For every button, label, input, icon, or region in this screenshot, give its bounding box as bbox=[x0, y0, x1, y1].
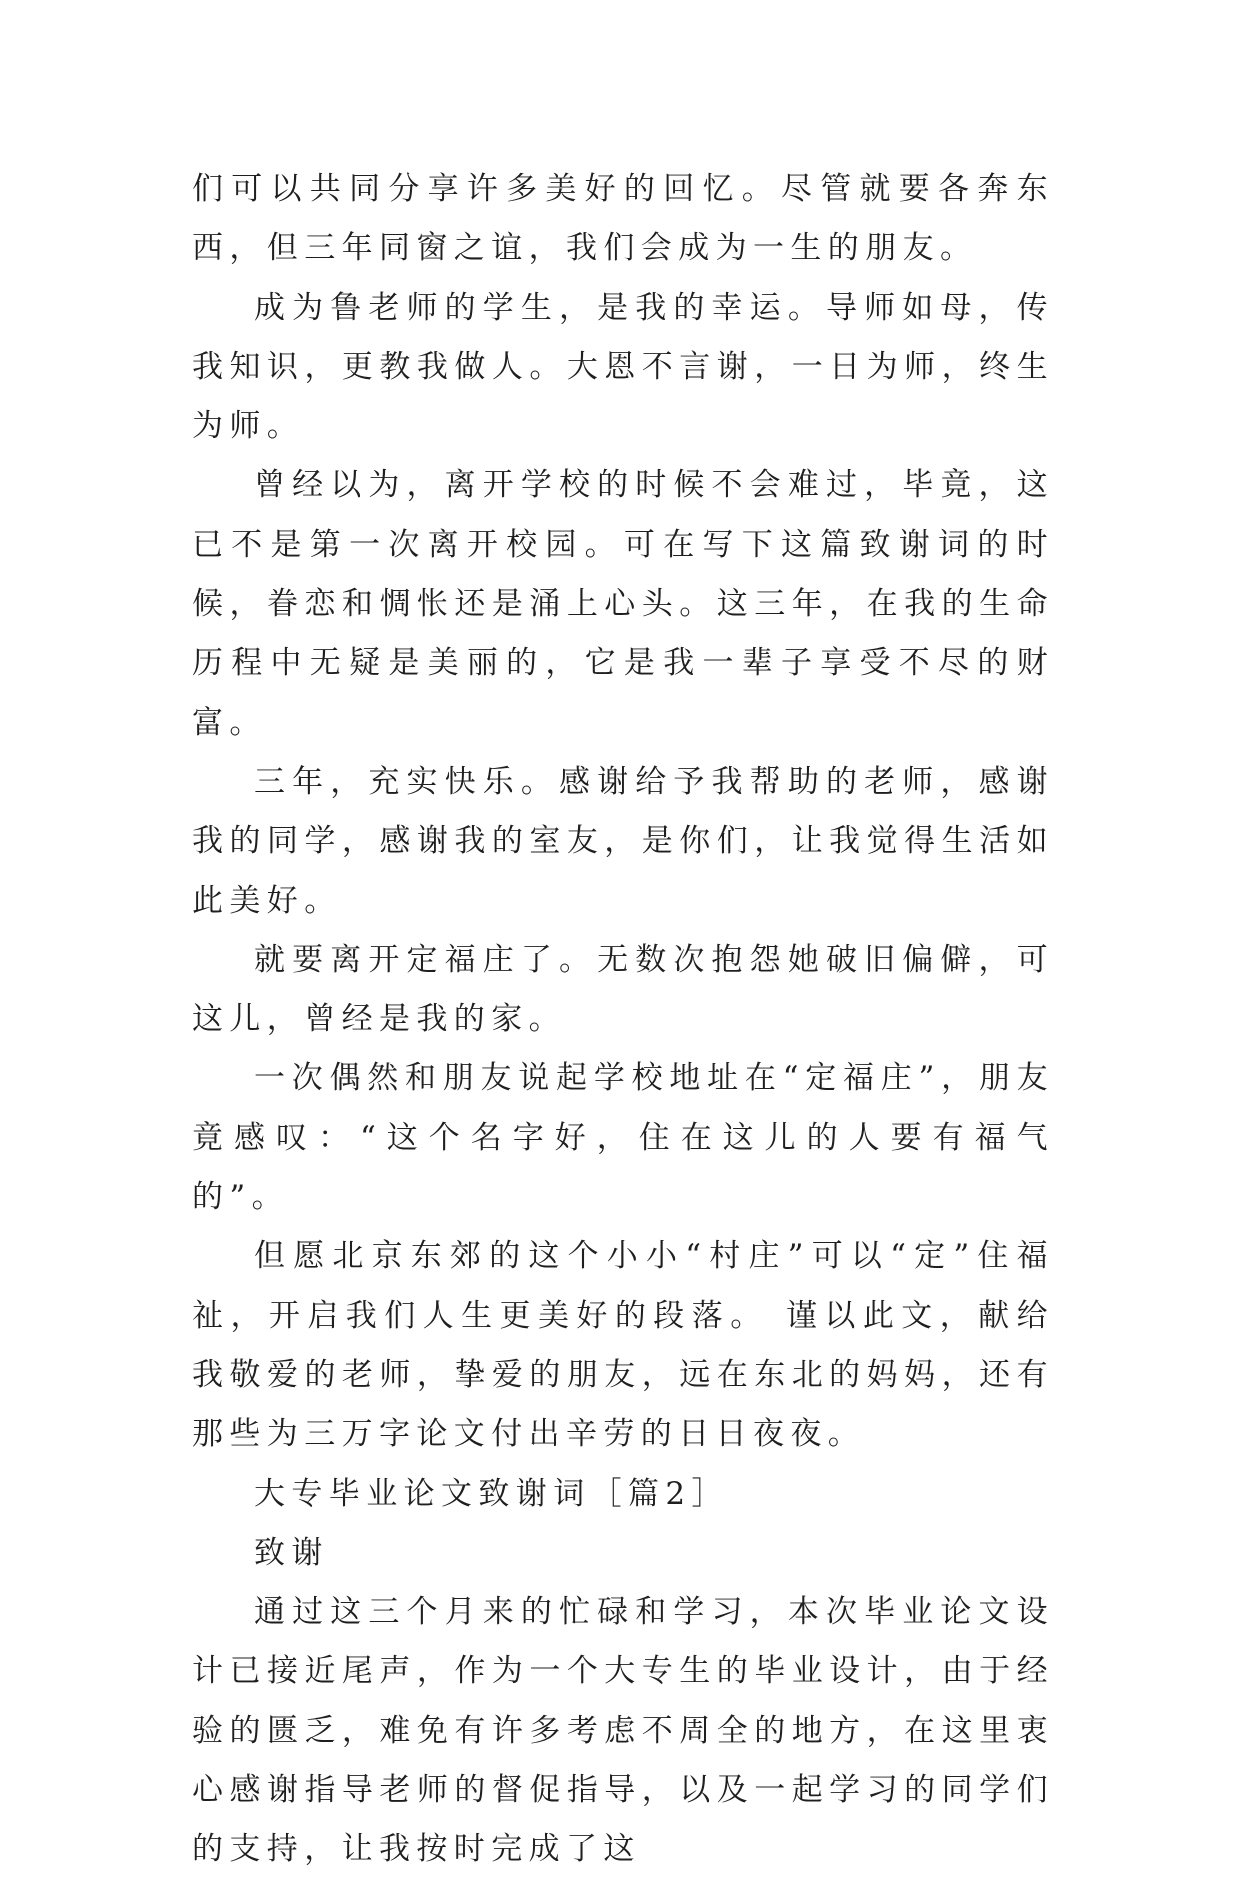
paragraph-continuation: 们可以共同分享许多美好的回忆。尽管就要各奔东西，但三年同窗之谊，我们会成为一生的朋友。 bbox=[192, 171, 1054, 267]
paragraph-closing: 通过这三个月来的忙碌和学习，本次毕业论文设计已接近尾声，作为一个大专生的毕业设计，由于经验的匮乏，难免有许多考虑不周全的地方，在这里衷心感谢指导老师的督促指导，以及一起学习的同学们的支持，让我按时完成了这 bbox=[192, 1594, 1054, 1868]
acknowledgement-heading: 致谢 bbox=[254, 1534, 329, 1571]
paragraph-three-years: 三年，充实快乐。感谢给予我帮助的老师，感谢我的同学，感谢我的室友，是你们，让我觉得生活如此美好。 bbox=[192, 763, 1054, 919]
paragraph-dedication: 但愿北京东郊的这个小小“村庄”可以“定”住福祉，开启我们人生更美好的段落。 谨以此文，献给我敬爱的老师，挚爱的朋友，远在东北的妈妈，还有那些为三万字论文付出辛劳的日日夜夜。 bbox=[192, 1238, 1054, 1453]
paragraph-school-address: 一次偶然和朋友说起学校地址在“定福庄”，朋友竟感叹：“这个名字好，住在这儿的人要有福气的”。 bbox=[192, 1060, 1054, 1216]
paragraph-dingfuzhuang: 就要离开定福庄了。无数次抱怨她破旧偏僻，可这儿，曾经是我的家。 bbox=[192, 941, 1054, 1038]
paragraph-leaving-school: 曾经以为，离开学校的时候不会难过，毕竟，这已不是第一次离开校园。可在写下这篇致谢词的时候，眷恋和惆怅还是涌上心头。这三年，在我的生命历程中无疑是美丽的，它是我一辈子享受不尽的财富。 bbox=[192, 467, 1054, 741]
section-title: 大专毕业论文致谢词［篇2］ bbox=[254, 1475, 729, 1512]
document-body bbox=[192, 160, 1054, 1880]
paragraph-teacher-thanks: 成为鲁老师的学生，是我的幸运。导师如母，传我知识，更教我做人。大恩不言谢，一日为师，终生为师。 bbox=[192, 289, 1054, 445]
